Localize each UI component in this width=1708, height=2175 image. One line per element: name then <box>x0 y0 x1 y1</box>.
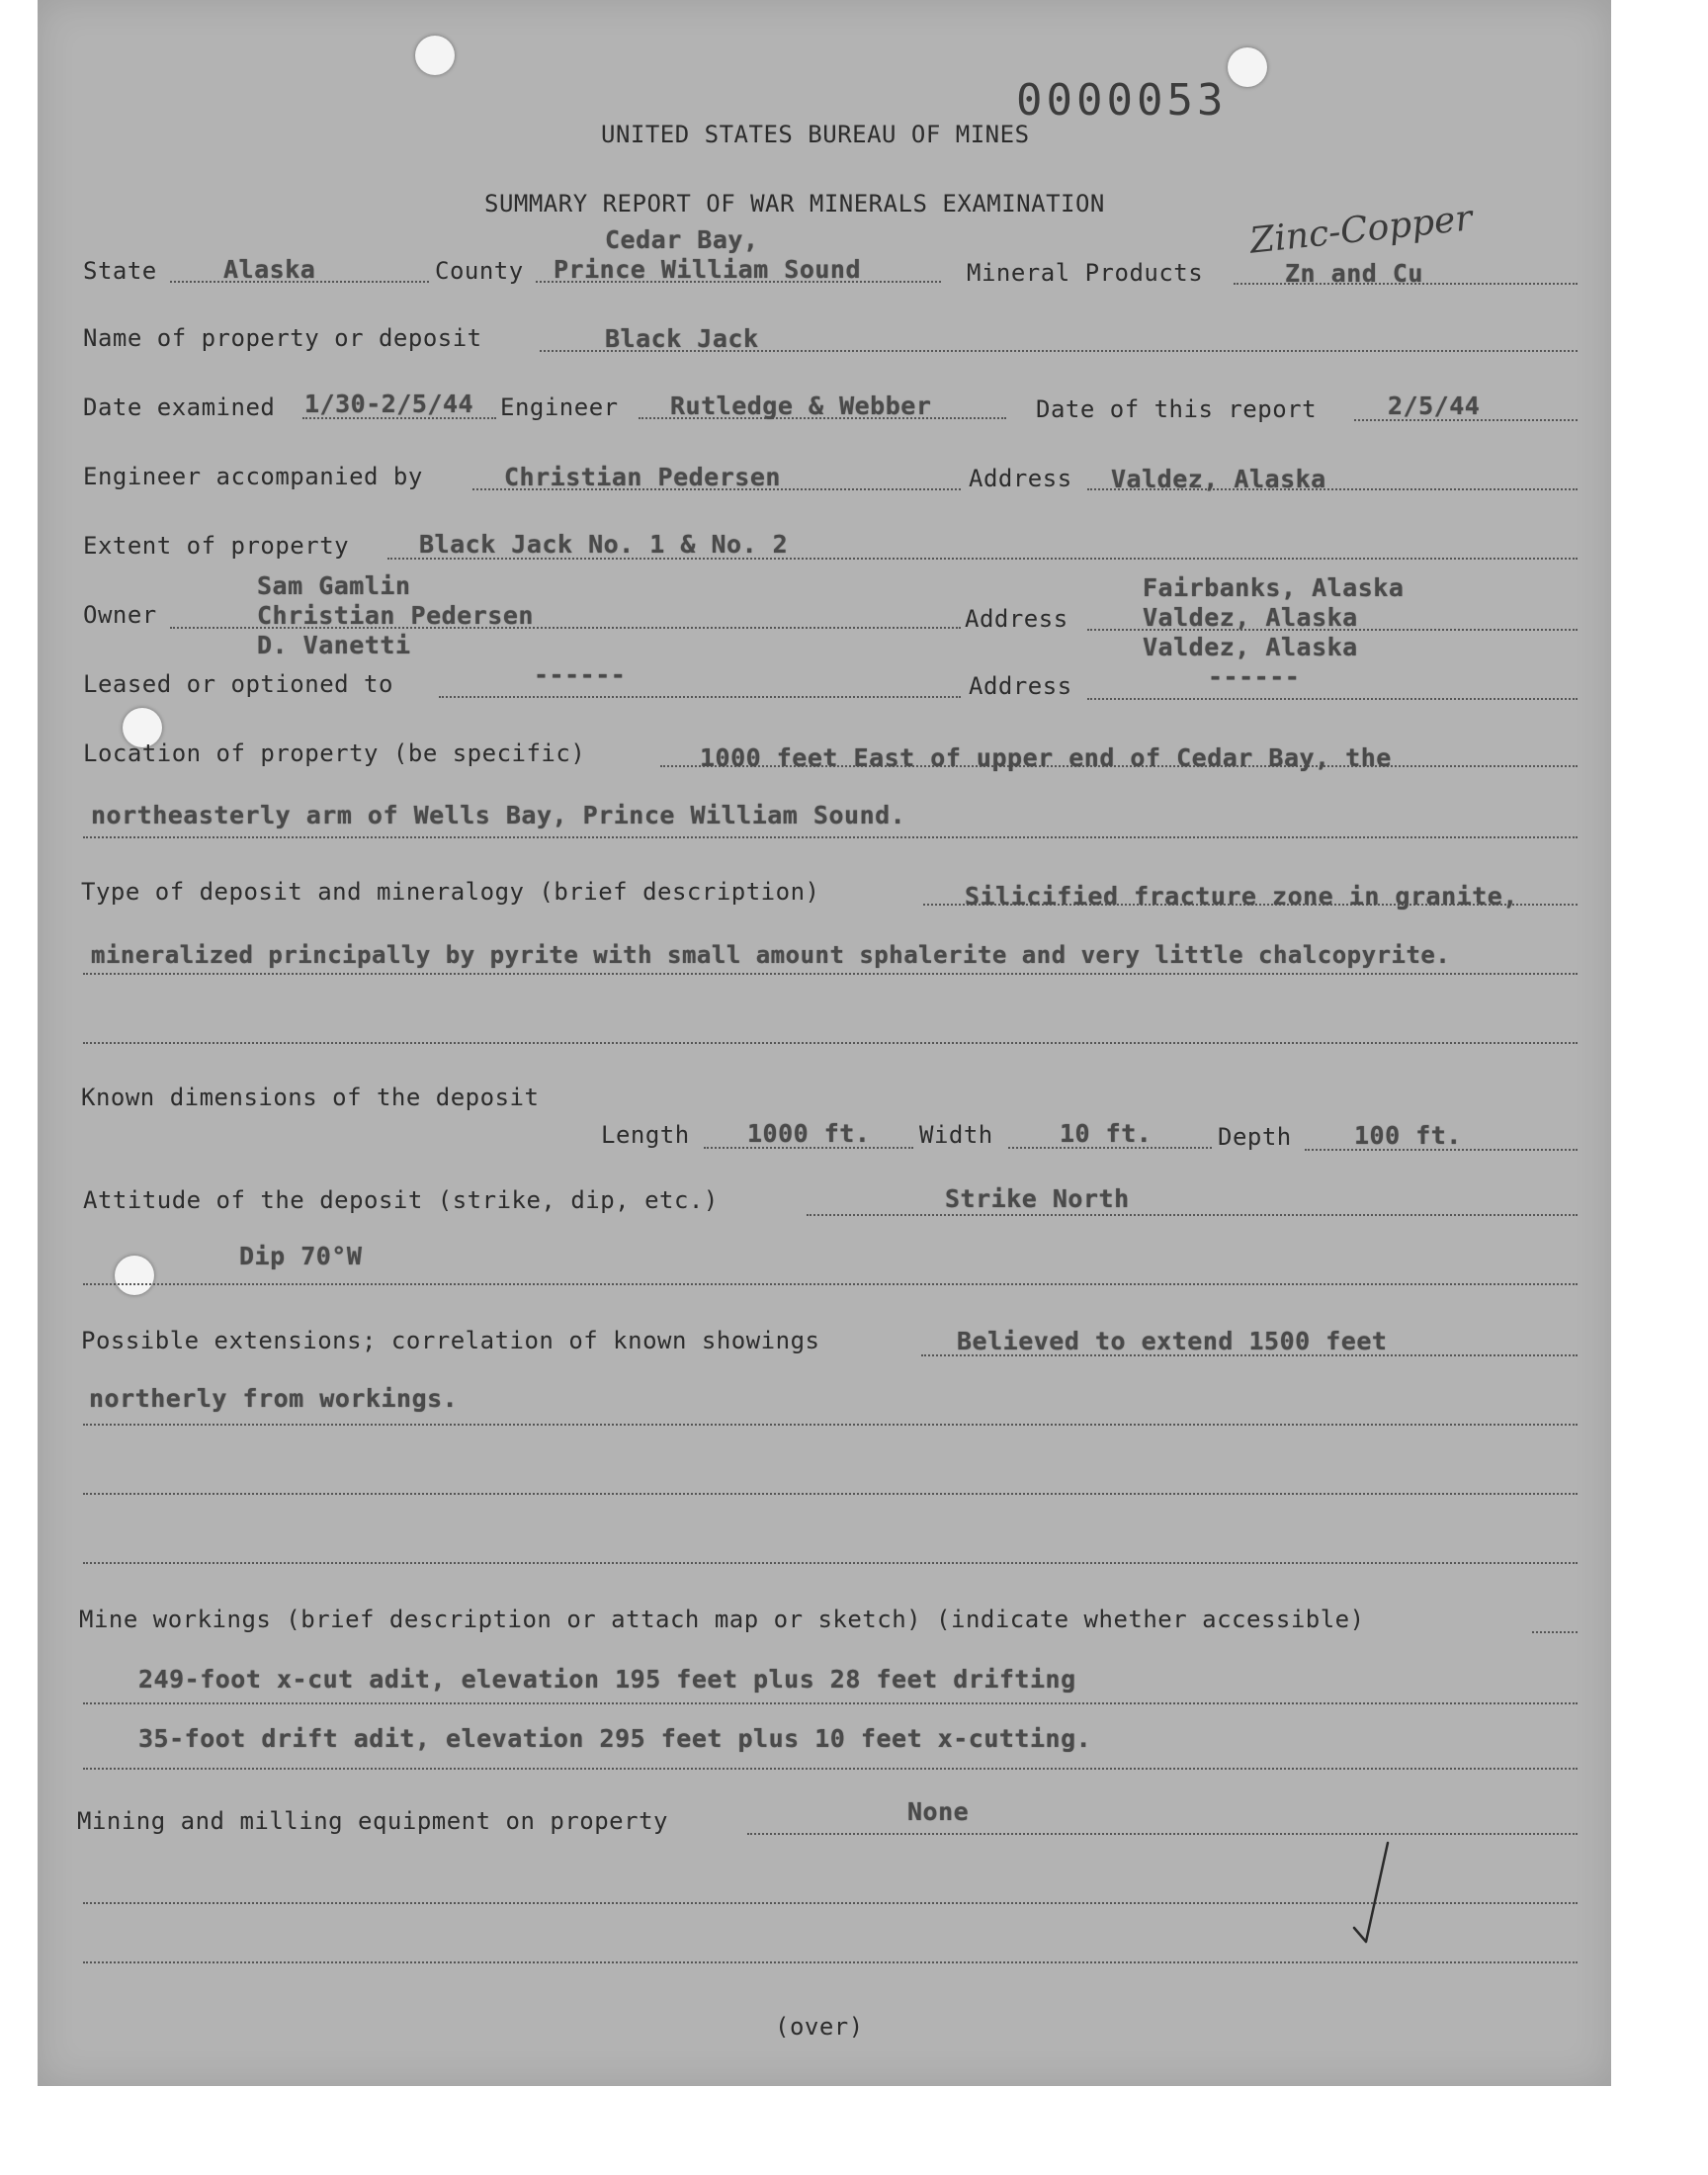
accompanied-by-value: Christian Pedersen <box>504 463 781 491</box>
equipment-label: Mining and milling equipment on property <box>77 1807 668 1835</box>
workings-value-2: 35-foot drift adit, elevation 295 feet plus 10 feet x-cutting. <box>138 1724 1092 1753</box>
mine-workings-end-line <box>1532 1631 1578 1633</box>
engineer-value: Rutledge & Webber <box>670 392 932 420</box>
type-of-deposit-label: Type of deposit and mineralogy (brief description) <box>81 878 820 906</box>
extensions-line-3 <box>83 1493 1578 1495</box>
leased-value: ------ <box>534 660 627 689</box>
handwritten-note: Zinc-Copper <box>1247 198 1475 262</box>
owner-label: Owner <box>83 601 157 629</box>
mineral-products-value: Zn and Cu <box>1285 259 1423 288</box>
accompanied-by-label: Engineer accompanied by <box>83 463 423 490</box>
owner-address-3: Valdez, Alaska <box>1143 633 1358 661</box>
depth-label: Depth <box>1218 1123 1292 1151</box>
state-label: State <box>83 257 157 285</box>
owner-name-1: Sam Gamlin <box>257 571 411 600</box>
engineer-label: Engineer <box>500 393 619 421</box>
county-value-1: Cedar Bay, <box>605 225 759 254</box>
owner-address-2: Valdez, Alaska <box>1143 603 1358 632</box>
attitude-strike-value: Strike North <box>945 1184 1130 1213</box>
form-title: SUMMARY REPORT OF WAR MINERALS EXAMINATION <box>484 190 1105 218</box>
mineral-products-label: Mineral Products <box>967 259 1204 287</box>
attitude-label: Attitude of the deposit (strike, dip, etc.) <box>83 1186 719 1214</box>
date-examined-value: 1/30-2/5/44 <box>304 390 474 418</box>
equipment-line-3 <box>83 1961 1578 1963</box>
width-value: 10 ft. <box>1060 1119 1153 1148</box>
state-value: Alaska <box>223 255 316 284</box>
extent-value: Black Jack No. 1 & No. 2 <box>419 530 789 559</box>
leased-address-value: ------ <box>1208 662 1301 691</box>
mine-workings-label: Mine workings (brief description or attach map or sketch) (indicate whether accessible) <box>79 1606 1365 1633</box>
width-label: Width <box>919 1121 993 1149</box>
punch-hole <box>1228 47 1267 87</box>
known-dimensions-label: Known dimensions of the deposit <box>81 1084 540 1111</box>
location-line-2 <box>83 836 1578 838</box>
attitude-line-1 <box>807 1214 1578 1216</box>
agency-title: UNITED STATES BUREAU OF MINES <box>601 121 1030 148</box>
attitude-line-2 <box>83 1283 1578 1285</box>
leased-address-line <box>1087 698 1578 700</box>
leased-address-label: Address <box>969 672 1072 700</box>
owner-name-3: D. Vanetti <box>257 631 411 659</box>
extensions-value-2: northerly from workings. <box>89 1384 459 1413</box>
owner-address-1: Fairbanks, Alaska <box>1143 573 1405 602</box>
depth-value: 100 ft. <box>1354 1121 1462 1150</box>
accompanied-address-label: Address <box>969 465 1072 492</box>
owner-name-2: Christian Pedersen <box>257 601 534 630</box>
location-label: Location of property (be specific) <box>83 740 586 767</box>
extensions-line-4 <box>83 1562 1578 1564</box>
date-examined-label: Date examined <box>83 393 276 421</box>
checkmark-icon <box>1344 1839 1404 1948</box>
property-name-label: Name of property or deposit <box>83 324 482 352</box>
location-value-1: 1000 feet East of upper end of Cedar Bay, the <box>700 743 1392 772</box>
type-line-2 <box>83 973 1578 975</box>
property-name-value: Black Jack <box>605 324 759 353</box>
equipment-value: None <box>907 1797 970 1826</box>
owner-address-label: Address <box>965 605 1068 633</box>
workings-line-2 <box>83 1768 1578 1770</box>
type-value-1: Silicified fracture zone in granite, <box>965 882 1518 911</box>
accompanied-address-value: Valdez, Alaska <box>1111 465 1326 493</box>
date-of-report-value: 2/5/44 <box>1388 392 1481 420</box>
workings-value-1: 249-foot x-cut adit, elevation 195 feet plus 28 feet drifting <box>138 1665 1076 1694</box>
type-value-2: mineralized principally by pyrite with small amount sphalerite and very little chalcopyrite. <box>91 941 1451 969</box>
date-of-report-label: Date of this report <box>1036 395 1318 423</box>
punch-hole <box>415 36 455 75</box>
leased-label: Leased or optioned to <box>83 670 393 698</box>
location-value-2: northeasterly arm of Wells Bay, Prince William Sound. <box>91 801 906 829</box>
county-value-2: Prince William Sound <box>554 255 862 284</box>
extent-label: Extent of property <box>83 532 350 560</box>
extensions-line-2 <box>83 1424 1578 1426</box>
length-label: Length <box>601 1121 690 1149</box>
attitude-dip-value: Dip 70°W <box>239 1242 363 1270</box>
workings-line-1 <box>83 1702 1578 1704</box>
county-label: County <box>435 257 524 285</box>
length-value: 1000 ft. <box>747 1119 871 1148</box>
leased-line <box>439 696 961 698</box>
punch-hole <box>115 1256 154 1295</box>
extensions-value-1: Believed to extend 1500 feet <box>957 1327 1388 1355</box>
type-line-3 <box>83 1042 1578 1044</box>
document-number: 0000053 <box>1016 75 1228 126</box>
over-footer: (over) <box>775 2013 864 2041</box>
equipment-line-1 <box>747 1833 1578 1835</box>
extensions-label: Possible extensions; correlation of known showings <box>81 1327 820 1354</box>
